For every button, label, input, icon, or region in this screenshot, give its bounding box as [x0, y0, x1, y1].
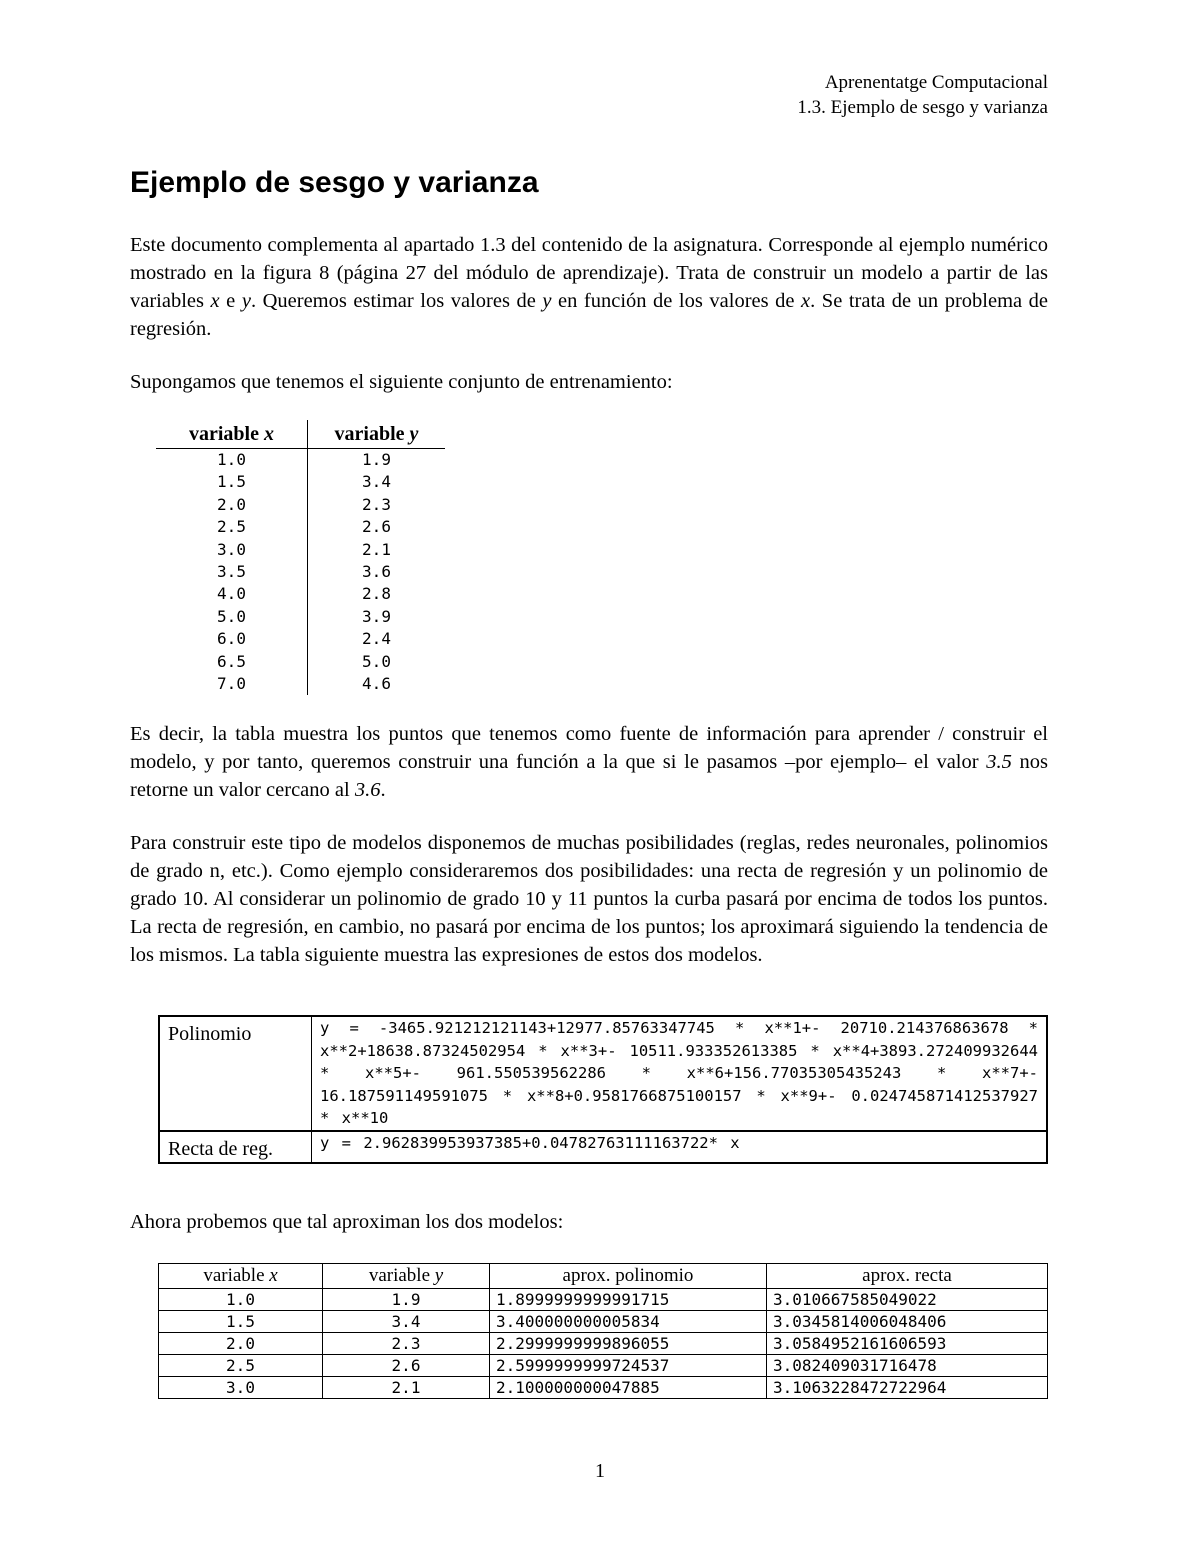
regression-line-expression: y = 2.962839953937385+0.04782763111163722* x: [312, 1131, 1048, 1163]
header-aprox-recta: aprox. recta: [767, 1264, 1048, 1289]
table-row: 3.5 3.6: [156, 561, 445, 583]
table-row: 3.0 2.1: [156, 539, 445, 561]
comparison-intro: Ahora probemos que tal aproximan los dos modelos:: [130, 1211, 564, 1233]
page-number: 1: [595, 1460, 605, 1482]
table-row: 1.5 3.4: [156, 471, 445, 493]
var-x: x: [210, 290, 220, 312]
regression-line-label: Recta de reg.: [159, 1131, 312, 1163]
training-set-intro: Supongamos que tenemos el siguiente conjunto de entrenamiento:: [130, 371, 673, 393]
table-row: 4.0 2.8: [156, 583, 445, 605]
table-row: 1.0 1.9: [156, 449, 445, 472]
running-header: [797, 70, 1048, 120]
table-row: 2.0 2.3: [156, 494, 445, 516]
intro-text-2: e: [219, 290, 242, 312]
header-variable-x: variable x: [159, 1264, 323, 1289]
table-row: 2.5 2.6 2.5999999999724537 3.082409031716478: [159, 1355, 1048, 1377]
models-table: [158, 1015, 1048, 1164]
header-variable-y: variable y: [308, 420, 446, 449]
page-title: Ejemplo de sesgo y varianza: [130, 166, 539, 199]
intro-text-3: . Queremos estimar los valores de: [250, 290, 543, 312]
intro-text-4: en función de los valores de: [551, 290, 802, 312]
table-row: 6.5 5.0: [156, 651, 445, 673]
header-variable-y: variable y: [323, 1264, 490, 1289]
table-row: 2.5 2.6: [156, 516, 445, 538]
table-row: 6.0 2.4: [156, 628, 445, 650]
training-table: [156, 420, 445, 695]
polynomial-expression: y = -3465.921212121143+12977.85763347745 * x**1+- 20710.214376863678 * x**2+18638.87324502954 * x**3+- 10511.933352613385 * x**4+3893.272409932644 * x**5+- 961.550539562286 * x**6+156.77035305435243 * x**7+- 16.187591149591075 * x**8+0.9581766875100157 * x**9+- 0.024745871412537927 * x**10: [312, 1016, 1048, 1131]
header-aprox-polinomio: aprox. polinomio: [490, 1264, 767, 1289]
header-variable-x: variable x: [156, 420, 308, 449]
intro-paragraph: [130, 231, 1048, 343]
example-output-value: 3.6: [354, 779, 381, 801]
models-paragraph: Para construir este tipo de modelos disponemos de muchas posibilidades (reglas, redes neuronales, polinomios de grado n, etc.). Como ejemplo consideraremos dos posibilidades: una recta de regresión y un polinomio de grado 10. Al considerar un polinomio de grado 10 y 11 puntos la curba pasará por encima de todos los puntos. La recta de regresión, en cambio, no pasará por encima de los puntos; los aproximará siguiendo la tendencia de los mismos. La tabla siguiente muestra las expresiones de estos dos modelos.: [130, 832, 1048, 966]
header-course: Aprenentatge Computacional: [824, 72, 1048, 93]
var-y: y: [241, 290, 251, 312]
intro-text-1: Este documento complementa al apartado 1.3 del contenido de la asignatura. Corresponde al ejemplo numérico mostrado en la figura 8 (página 27 del módulo de aprendizaje). Trata de construir un modelo a partir de las variables: [130, 234, 1048, 312]
table-row: 2.0 2.3 2.2999999999896055 3.0584952161606593: [159, 1333, 1048, 1355]
var-y: y: [542, 290, 552, 312]
training-table-header: [156, 420, 445, 449]
regression-line-row: [159, 1131, 1047, 1163]
table-row: 7.0 4.6: [156, 673, 445, 695]
polynomial-row: [159, 1016, 1047, 1131]
table-row: 1.5 3.4 3.400000000005834 3.0345814006048406: [159, 1311, 1048, 1333]
var-x: x: [801, 290, 811, 312]
table-row: 3.0 2.1 2.100000000047885 3.1063228472722964: [159, 1377, 1048, 1399]
polynomial-label: Polinomio: [159, 1016, 312, 1131]
table-row: 5.0 3.9: [156, 606, 445, 628]
explanation-paragraph: Es decir, la tabla muestra los puntos que tenemos como fuente de información para aprender / construir el modelo, y por tanto, queremos construir una función a la que si le pasamos –por ejemplo– el valor 3.5 nos retorne un valor cercano al 3.6.: [130, 723, 1048, 801]
header-section: 1.3. Ejemplo de sesgo y varianza: [797, 97, 1048, 118]
example-input-value: 3.5: [986, 751, 1012, 773]
table-row: 1.0 1.9 1.8999999999991715 3.010667585049022: [159, 1289, 1048, 1311]
results-table-header: [159, 1264, 1048, 1289]
results-table: [158, 1263, 1048, 1399]
intro-text-5: . Se trata de un problema de regresión.: [130, 290, 1049, 340]
